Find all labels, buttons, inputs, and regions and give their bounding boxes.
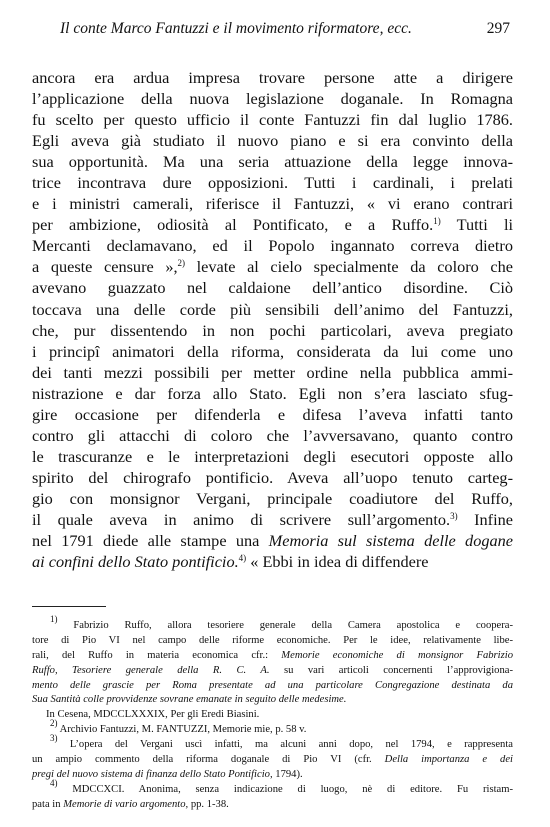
text-line: e i ministri camerali, riferisce il Fantuzzi, « vi erano contrari xyxy=(32,194,513,214)
footnote-line: rali, del Ruffo in materia economica cfr.: Memorie economiche di monsignor Fabrizio xyxy=(32,649,513,661)
footnote-line: pregi del nuovo sistema di finanza dello Stato Pontificio, 1794). xyxy=(32,768,303,780)
text-line: nel 1791 diede alle stampe una Memoria sul sistema delle dogane xyxy=(32,531,513,551)
text-line: nistrazione e dar forza allo Stato. Egli non s’era lasciato sfug- xyxy=(32,383,513,403)
text-line: toccava una delle corde più sensibili dell’animo del Fantuzzi, xyxy=(32,299,513,319)
text-line: i principî animatori della riforma, considerata da lui come uno xyxy=(32,341,513,361)
footnote-line: $^{3)}$ L’opera del Vergani uscì infatti, ma alcuni anni dopo, nel 1794, e rappresenta xyxy=(50,733,513,751)
text-line: ancora era ardua impresa trovare persone atte a dirigere xyxy=(32,68,513,87)
text-line: avevano guazzato nel caldaione dell’antico disordine. Ciò xyxy=(32,278,513,298)
running-header xyxy=(60,20,510,38)
text-line: per ambizione, odiosità al Pontificato, e a Ruffo.$^{1)}$ Tutti li xyxy=(32,215,513,235)
text-line: dei tanti mezzi possibili per metter ordine nella pubblica ammi- xyxy=(32,362,513,382)
text-line: Mercanti declamavano, ed il Popolo ingannato correva dietro xyxy=(32,236,513,256)
text-line: spirito del chirografo pontificio. Aveva all’uopo tenuto carteg- xyxy=(32,467,513,487)
footnote-line: pata in Memorie di vario argomento, pp. 1-38. xyxy=(32,798,229,810)
page-number: 297 xyxy=(486,20,510,37)
footnote-separator xyxy=(32,606,106,607)
book-title: Memoria sul sistema delle dogane xyxy=(268,531,513,551)
footnote-ref: 1) xyxy=(433,216,441,227)
footnote-line: tore di Pio VI nel campo delle riforme economiche. Per le idee, relativamente libe- xyxy=(32,634,513,646)
text-line: ai confini dello Stato pontificio.$^{4)}$ « Ebbi in idea di diffendere xyxy=(32,552,429,572)
footnote-ref: 3) xyxy=(450,510,458,521)
footnote-line: In Cesena, MDCCLXXXIX, Per gli Eredi Biasini. xyxy=(46,709,260,721)
footnote-line: $^{4)}$ MDCCXCI. Anonima, senza indicazione di luogo, nè di editore. Fu ristam- xyxy=(50,777,513,795)
running-title: Il conte Marco Fantuzzi e il movimento riformatore, ecc. xyxy=(60,20,412,37)
footnote-line: mento delle grascie per Roma presentate ad una particolare Congregazione destinata da xyxy=(32,679,513,691)
book-title: ai confini dello Stato pontificio. xyxy=(32,552,239,572)
footnote-line: $^{2)}$ Archivio Fantuzzi, M. FANTUZZI, Memorie mie, p. 58 v. xyxy=(50,718,307,736)
text-line: gire occasione per difenderla e difesa l’aveva infatti tanto xyxy=(32,404,513,424)
footnote-line: Ruffo, Tesoriere generale della R. C. A. su vari articoli concernenti l’approvigiona- xyxy=(32,664,513,676)
text-line: il quale aveva in animo di scrivere sull’argomento.$^{3)}$ Infine xyxy=(32,509,513,529)
footnote-line: Sua Santità colle provvidenze sovrane emanate in seguito delle medesime. xyxy=(32,694,347,706)
text-line: le trascuranze e le interpretazioni degli esecutori opposte allo xyxy=(32,446,513,466)
main-text xyxy=(32,67,513,572)
text-line: sua opportunità. Ma una seria attuazione della legge innova- xyxy=(32,152,513,172)
text-line: a queste censure »,$^{2)}$ levate al cielo specialmente da coloro che xyxy=(32,257,513,277)
footnote-line: $^{1)}$ Fabrizio Ruffo, allora tesoriere generale della Camera apostolica e coopera- xyxy=(50,614,514,631)
footnotes xyxy=(32,614,514,813)
text-line: gio con monsignor Vergani, principale coadiutore del Ruffo, xyxy=(32,488,513,508)
text-line: Egli aveva già studiato il nuovo piano e si era convinto della xyxy=(32,131,513,151)
footnote-line: un ampio commento della riforma doganale di Pio VI (cfr. Della importanza e dei xyxy=(32,754,513,766)
footnote-ref: 2) xyxy=(177,258,186,269)
text-line: fu scelto per questo ufficio il conte Fantuzzi fin dal luglio 1786. xyxy=(32,110,513,130)
text-line: che, pur dissentendo in non pochi particolari, aveva pregiato xyxy=(32,320,513,340)
text-line: trice incontrava dure opposizioni. Tutti i cardinali, i prelati xyxy=(32,173,513,193)
footnote-ref: 4) xyxy=(238,553,247,564)
text-line: l’applicazione della nuova legislazione doganale. In Romagna xyxy=(32,89,513,109)
text-line: contro gli attacchi di coloro che l’avversavano, quanto contro xyxy=(32,425,513,445)
